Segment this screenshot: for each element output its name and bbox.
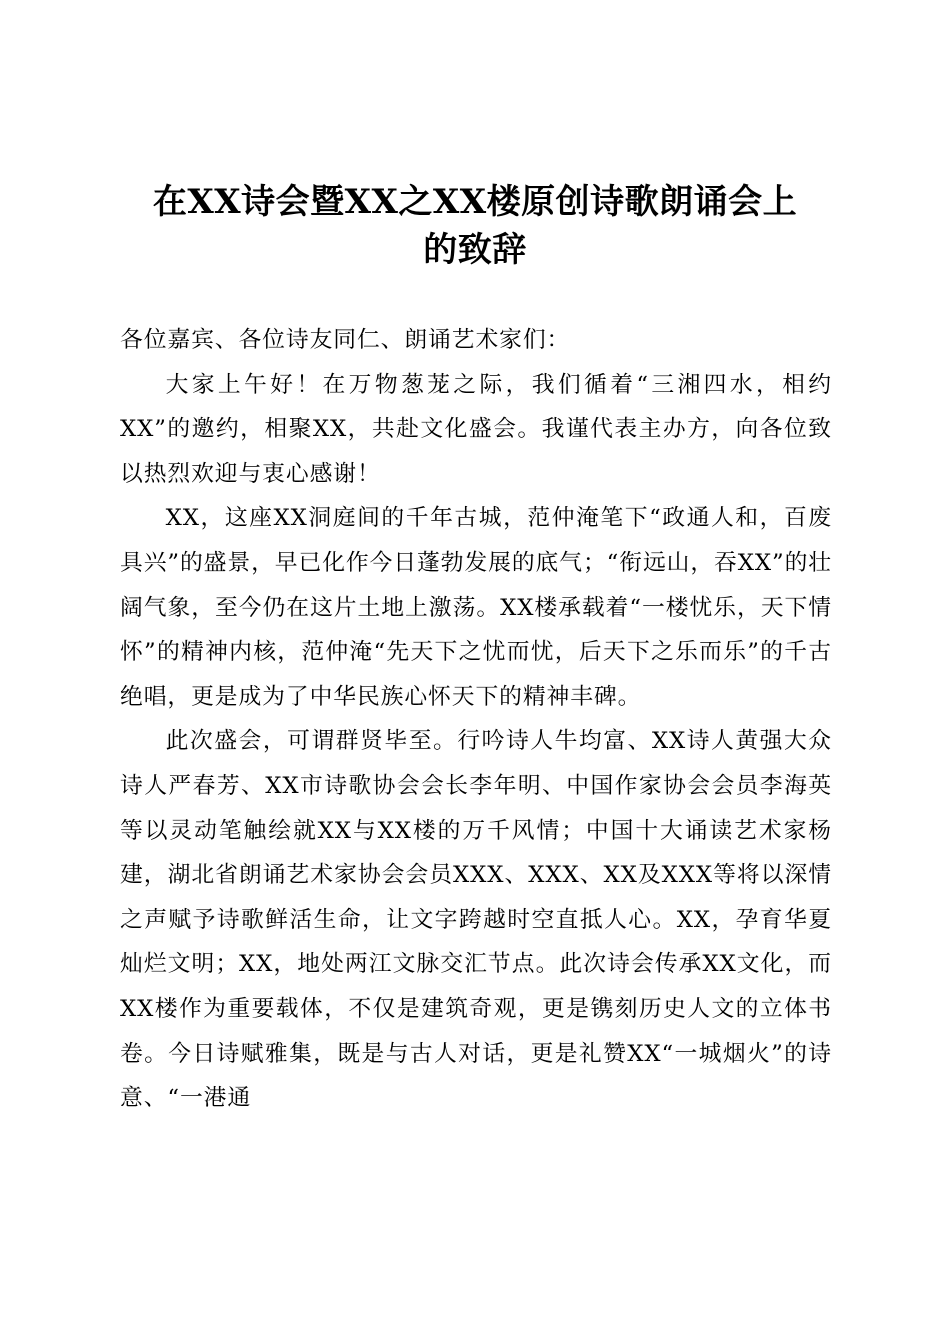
title-line-2: 的致辞: [423, 230, 527, 270]
paragraph-greeting: 大家上午好！在万物葱茏之际，我们循着“三湘四水，相约XX”的邀约，相聚XX，共赴文化盛会。我谨代表主办方，向各位致以热烈欢迎与衷心感谢！: [120, 371, 832, 487]
salutation: 各位嘉宾、各位诗友同仁、朗诵艺术家们：: [120, 327, 571, 353]
paragraph-city-history: XX，这座XX洞庭间的千年古城，范仲淹笔下“政通人和，百废具兴”的盛景，早已化作今日蓬勃发展的底气；“衔远山，吞XX”的壮阔气象，至今仍在这片土地上激荡。XX楼承载着“一楼忧乐，天下情怀”的精神内核，范仲淹“先天下之忧而忧，后天下之乐而乐”的千古绝唱，更是成为了中华民族心怀天下的精神丰碑。: [120, 505, 832, 710]
paragraph-guests: 此次盛会，可谓群贤毕至。行吟诗人牛均富、XX诗人黄强大众诗人严春芳、XX市诗歌协会会长李年明、中国作家协会会员李海英等以灵动笔触绘就XX与XX楼的万千风情；中国十大诵读艺术家杨建，湖北省朗诵艺术家协会会员XXX、XXX、XX及XXX等将以深情之声赋予诗歌鲜活生命，让文字跨越时空直抵人心。XX，孕育华夏灿烂文明；XX，地处两江文脉交汇节点。此次诗会传承XX文化，而XX楼作为重要载体，不仅是建筑奇观，更是镌刻历史人文的立体书卷。今日诗赋雅集，既是与古人对话，更是礼赞XX“一城烟火”的诗意、“一港通: [120, 728, 832, 1112]
title-line-1: 在XX诗会暨XX之XX楼原创诗歌朗诵会上: [152, 182, 798, 222]
document-body: [120, 318, 832, 1121]
document-title: [110, 178, 840, 274]
